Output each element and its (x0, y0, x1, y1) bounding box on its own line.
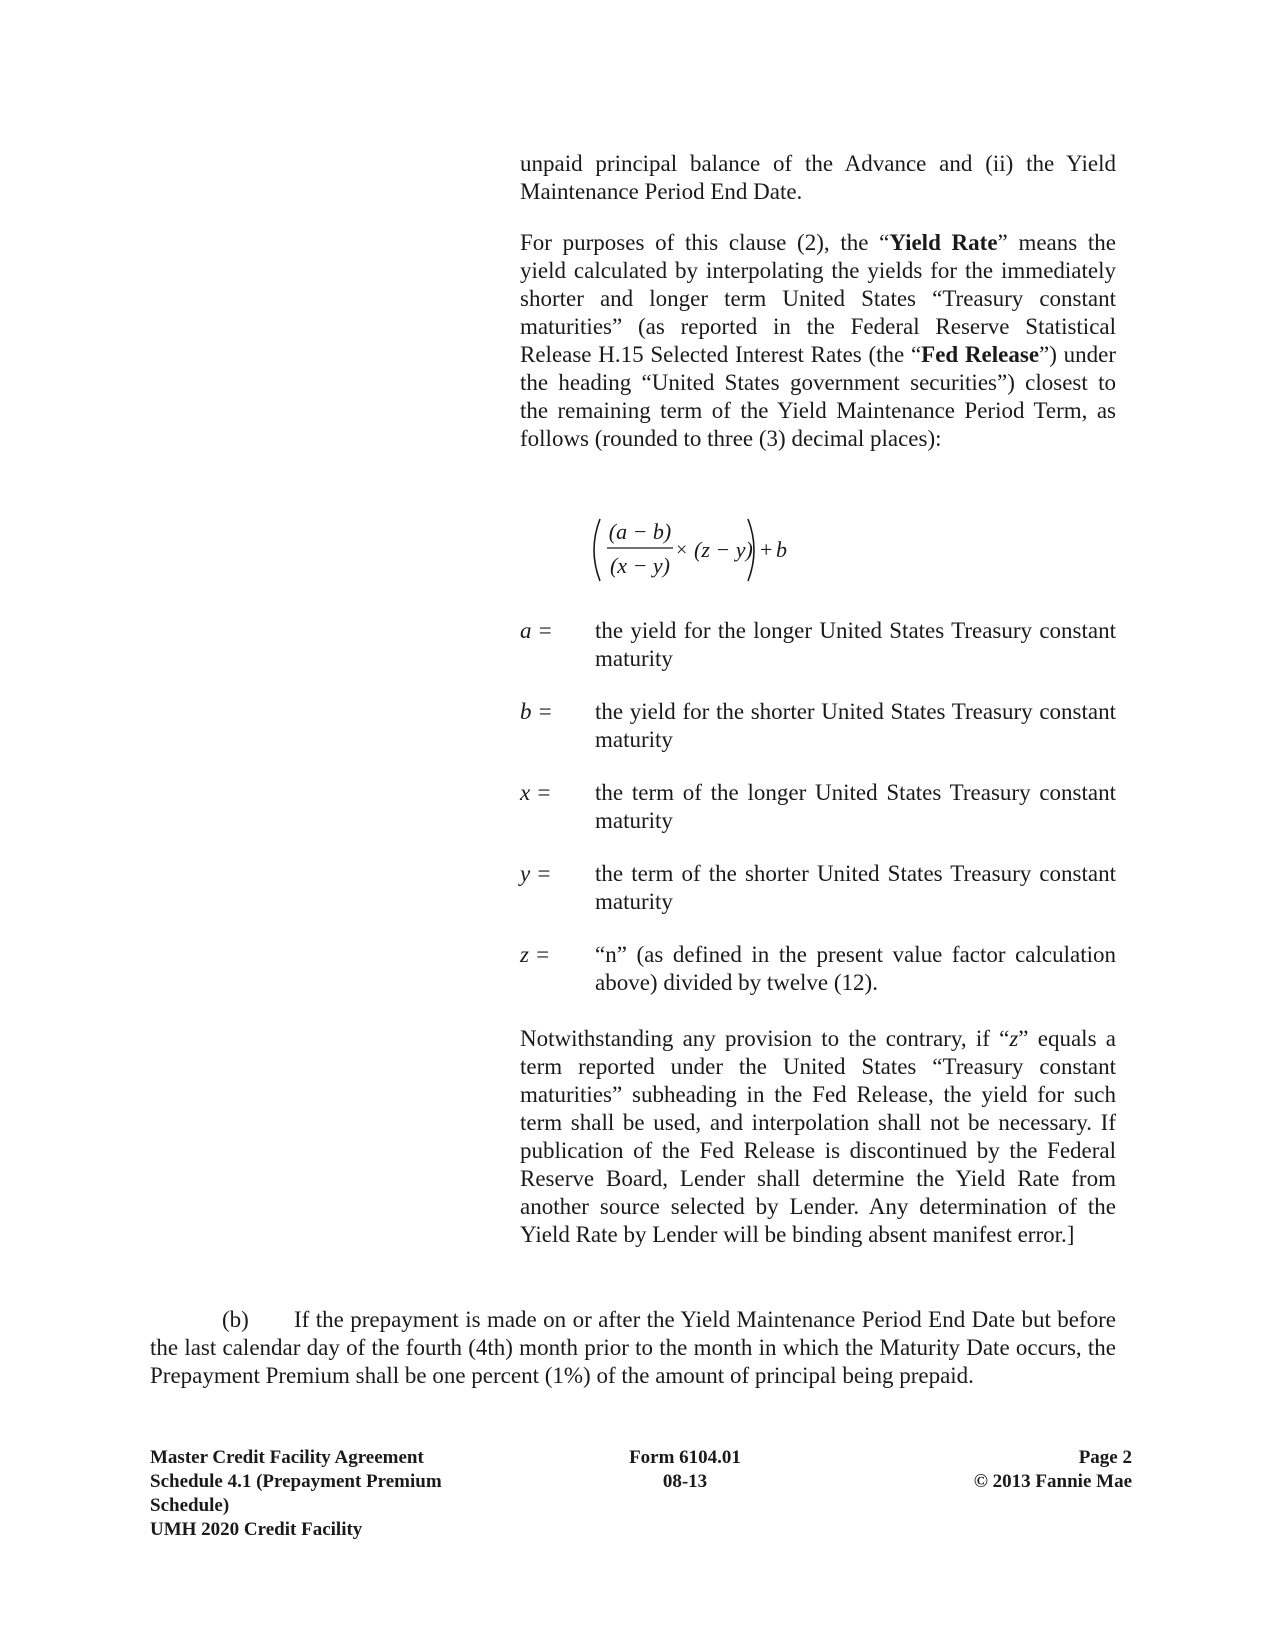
variable-symbol: x = (520, 780, 552, 805)
yield-rate-tail: ”) under the heading “United States government securities”) closest to the remaining term of the Yield Maintenance Period Term, as follows (rounded to three (3) decimal places): (520, 342, 1116, 451)
notwithstanding-intro: Notwithstanding any provision to the contrary, if “ (520, 1026, 1010, 1051)
yield-rate-paragraph (520, 229, 1116, 453)
footer-form-date: 08-13 (662, 1471, 708, 1492)
formula-multiplier: (z − y) (694, 537, 753, 562)
formula-plus: + (760, 537, 773, 562)
variable-text: the yield for the longer United States Treasury constant maturity (595, 618, 1116, 671)
copyright: © 2013 Fannie Mae (973, 1471, 1132, 1492)
variable-text: the term of the shorter United States Treasury constant maturity (595, 861, 1116, 914)
formula-numerator: (a − b) (608, 519, 672, 544)
variable-text: the yield for the shorter United States Treasury constant maturity (595, 699, 1116, 752)
variable-symbol: z = (520, 942, 551, 967)
yield-rate-body: ” means the yield calculated by interpolating the yields for the immediately shorter and longer term United States “Treasury constant maturities” (as reported in the Federal Reserve Statistical Release H.15 Selected Interest Rates (the “ (520, 230, 1117, 367)
footer-facility-name: UMH 2020 Credit Facility (150, 1519, 363, 1540)
variable-symbol: b = (520, 699, 553, 724)
page-number: Page 2 (1078, 1447, 1132, 1468)
paragraph-b (150, 1306, 1116, 1390)
term-fed-release: Fed Release (921, 342, 1040, 367)
footer-schedule-line: Schedule 4.1 (Prepayment Premium (150, 1471, 442, 1492)
formula-times: × (676, 539, 688, 561)
paragraph-continuation: unpaid principal balance of the Advance and (ii) the Yield Maintenance Period End Date. (520, 151, 1116, 204)
footer-form-number: Form 6104.01 (629, 1447, 741, 1468)
footer-schedule-line: Schedule) (150, 1495, 230, 1516)
variable-text: the term of the longer United States Treasury constant maturity (595, 780, 1116, 833)
footer-right (880, 1446, 1132, 1494)
footer-agreement-title: Master Credit Facility Agreement (150, 1447, 424, 1468)
term-yield-rate: Yield Rate (889, 230, 998, 255)
footer-center (560, 1446, 810, 1494)
notwithstanding-body: ” equals a term reported under the United States “Treasury constant maturities” subheading in the Fed Release, the yield for such term shall be used, and interpolation shall not be necessary. If publication of the Fed Release is discontinued by the Federal Reserve Board, Lender shall determine the Yield Rate from another source selected by Lender. Any determination of the Yield Rate by Lender will be binding absent manifest error.] (520, 1026, 1116, 1247)
interpolation-formula (590, 515, 830, 585)
formula-left-paren (594, 519, 600, 581)
notwithstanding-paragraph (520, 1025, 1116, 1249)
variable-z-reference: z (1009, 1026, 1019, 1051)
yield-rate-intro: For purposes of this clause (2), the “ (520, 230, 890, 255)
footer-left (150, 1446, 490, 1542)
formula-denominator: (x − y) (609, 553, 671, 578)
paragraph-b-label: (b) (222, 1307, 249, 1332)
paragraph-b-text: If the prepayment is made on or after the Yield Maintenance Period End Date but before the last calendar day of the fourth (4th) month prior to the month in which the Maturity Date occurs, the Prepayment Premium shall be one percent (1%) of the amount of principal being prepaid. (150, 1307, 1116, 1388)
formula-addend: b (776, 537, 787, 562)
variable-symbol: y = (520, 861, 552, 886)
variable-text: “n” (as defined in the present value factor calculation above) divided by twelve (12). (595, 942, 1116, 995)
variable-symbol: a = (520, 618, 553, 643)
